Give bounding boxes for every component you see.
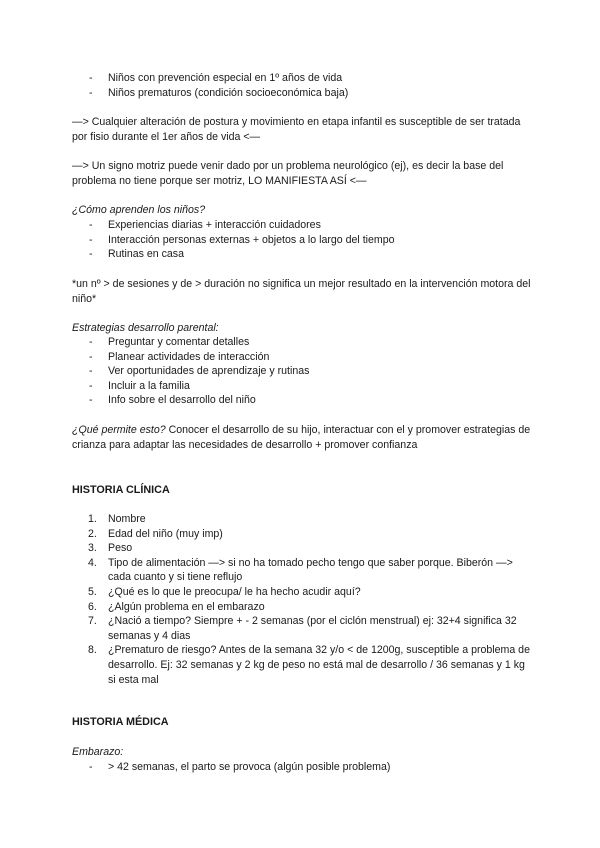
note-sesiones: *un nº > de sesiones y de > duración no significa un mejor resultado en la intervención motora del niño*: [72, 278, 531, 305]
item-text: Tipo de alimentación —> si no ha tomado pecho tengo que saber porque. Biberón —> cada cuanto y si tiene reflujo: [108, 556, 513, 584]
strategies-heading: Estrategias desarrollo parental:: [72, 322, 219, 334]
item-text: Nombre: [108, 513, 146, 525]
item-text: Peso: [108, 542, 133, 555]
medical-subheading: Embarazo:: [72, 746, 124, 758]
permit-text: Conocer el desarrollo de su hijo, interactuar con el y promover estrategias de crianza para adaptar las necesidades de desarrollo + promover confianza: [72, 424, 531, 451]
list-item: - Incluir a la familia: [72, 379, 532, 394]
clinical-heading: HISTORIA CLÍNICA: [72, 484, 170, 496]
list-item: [72, 600, 532, 615]
list-item: [72, 541, 532, 556]
item-number: 7.: [88, 615, 97, 628]
list-item: - Preguntar y comentar detalles: [72, 335, 532, 350]
item-text: ¿Nació a tiempo? Siempre + - 2 semanas (por el ciclón menstrual) ej: 32+4 significa 32 semanas y 4 dias: [108, 615, 517, 642]
list-item: - Experiencias diarias + interacción cuidadores: [72, 218, 532, 233]
list-item: - > 42 semanas, el parto se provoca (algún posible problema): [72, 760, 532, 775]
list-item: - Niños prematuros (condición socioeconómica baja): [72, 86, 532, 101]
list-item: [72, 512, 532, 527]
list-item: [72, 556, 532, 585]
item-text: Edad del niño (muy imp): [108, 527, 223, 540]
list-item: - Info sobre el desarrollo del niño: [72, 393, 532, 408]
list-item: [72, 585, 532, 600]
list-item: [72, 527, 532, 542]
top-list: [72, 71, 532, 100]
item-number: 3.: [88, 542, 97, 555]
item-number: 2.: [88, 527, 97, 540]
clinical-list: [72, 512, 532, 687]
list-item: - Planear actividades de interacción: [72, 350, 532, 365]
list-item: - Rutinas en casa: [72, 247, 532, 262]
item-text: ¿Prematuro de riesgo? Antes de la semana 32 y/o < de 1200g, susceptible a problema de desarrollo. Ej: 32 semanas y 2 kg de peso no está mal de desarrollo / 36 semanas y 1 kg si esta mal: [108, 644, 530, 686]
permit-lead: ¿Qué permite esto?: [72, 424, 166, 436]
item-text: ¿Algún problema en el embarazo: [108, 600, 265, 613]
list-item: - Niños con prevención especial en 1º años de vida: [72, 71, 532, 86]
learn-list: [72, 218, 532, 262]
item-text: ¿Qué es lo que le preocupa/ le ha hecho acudir aquí?: [108, 585, 361, 598]
note-signo-motriz: —> Un signo motriz puede venir dado por un problema neurológico (ej), es decir la base del problema no tiene porque ser motriz, LO MANIFIESTA ASÍ <—: [72, 160, 504, 187]
item-number: 5.: [88, 585, 97, 598]
list-item: - Interacción personas externas + objetos a lo largo del tiempo: [72, 233, 532, 248]
item-number: 6.: [88, 600, 97, 613]
note-postura: —> Cualquier alteración de postura y movimiento en etapa infantil es susceptible de ser tratada por fisio durante el 1er años de vida <—: [72, 116, 521, 143]
medical-heading: HISTORIA MÉDICA: [72, 716, 169, 728]
strategies-list: [72, 335, 532, 408]
item-number: 8.: [88, 644, 97, 657]
list-item: [72, 643, 532, 687]
permit-paragraph: [72, 423, 532, 452]
item-number: 4.: [88, 556, 97, 569]
list-item: - Ver oportunidades de aprendizaje y rutinas: [72, 364, 532, 379]
list-item: [72, 614, 532, 643]
learn-heading: ¿Cómo aprenden los niños?: [72, 204, 206, 216]
medical-list: [72, 760, 532, 775]
item-number: 1.: [88, 513, 97, 525]
